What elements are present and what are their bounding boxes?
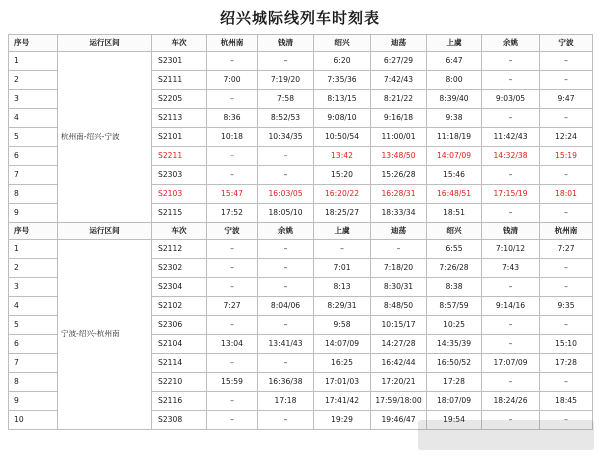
time-cell: 7:26/28 xyxy=(427,259,482,278)
time-cell: 17:41/42 xyxy=(314,392,371,411)
time-cell: 9:58 xyxy=(314,316,371,335)
time-cell: 17:52 xyxy=(207,204,258,223)
time-cell: 12:24 xyxy=(540,128,593,147)
time-cell: 6:47 xyxy=(427,52,482,71)
timetable xyxy=(8,34,593,430)
time-cell: – xyxy=(314,240,371,259)
time-cell: 15:59 xyxy=(207,373,258,392)
time-cell: 17:28 xyxy=(427,373,482,392)
row-seq: 6 xyxy=(9,335,58,354)
train-number: S2112 xyxy=(152,240,207,259)
time-cell: – xyxy=(207,147,258,166)
header-range: 运行区间 xyxy=(58,223,152,240)
time-cell: – xyxy=(207,259,258,278)
time-cell: 19:54 xyxy=(427,411,482,430)
table-header-row xyxy=(9,223,593,240)
time-cell: 15:46 xyxy=(427,166,482,185)
header-station: 上虞 xyxy=(427,35,482,52)
time-cell: – xyxy=(540,316,593,335)
row-seq: 10 xyxy=(9,411,58,430)
time-cell: – xyxy=(540,109,593,128)
time-cell: 7:10/12 xyxy=(482,240,540,259)
time-cell: – xyxy=(482,335,540,354)
time-cell: – xyxy=(482,109,540,128)
time-cell: 8:13 xyxy=(314,278,371,297)
header-station: 迪荡 xyxy=(371,223,427,240)
table-header-row xyxy=(9,35,593,52)
time-cell: 8:21/22 xyxy=(371,90,427,109)
time-cell: 15:20 xyxy=(314,166,371,185)
time-cell: 8:57/59 xyxy=(427,297,482,316)
time-cell: – xyxy=(540,204,593,223)
row-seq: 1 xyxy=(9,240,58,259)
time-cell: 9:35 xyxy=(540,297,593,316)
header-range: 运行区间 xyxy=(58,35,152,52)
time-cell: 10:25 xyxy=(427,316,482,335)
header-station: 宁波 xyxy=(540,35,593,52)
time-cell: – xyxy=(482,411,540,430)
time-cell: – xyxy=(482,166,540,185)
train-number: S2114 xyxy=(152,354,207,373)
time-cell: 14:35/39 xyxy=(427,335,482,354)
time-cell: 16:03/05 xyxy=(258,185,314,204)
time-cell: – xyxy=(540,373,593,392)
table-row xyxy=(9,240,593,259)
time-cell: 18:25/27 xyxy=(314,204,371,223)
row-seq: 1 xyxy=(9,52,58,71)
time-cell: 13:41/43 xyxy=(258,335,314,354)
time-cell: 9:14/16 xyxy=(482,297,540,316)
train-number: S2205 xyxy=(152,90,207,109)
time-cell: 16:25 xyxy=(314,354,371,373)
time-cell: 8:39/40 xyxy=(427,90,482,109)
time-cell: 8:36 xyxy=(207,109,258,128)
time-cell: – xyxy=(207,411,258,430)
time-cell: – xyxy=(540,166,593,185)
time-cell: – xyxy=(207,392,258,411)
time-cell: – xyxy=(540,52,593,71)
time-cell: 18:01 xyxy=(540,185,593,204)
time-cell: – xyxy=(207,90,258,109)
table-row xyxy=(9,52,593,71)
watermark-overlay xyxy=(418,420,594,450)
time-cell: – xyxy=(258,52,314,71)
train-number: S2101 xyxy=(152,128,207,147)
time-cell: 8:00 xyxy=(427,71,482,90)
time-cell: – xyxy=(258,354,314,373)
time-cell: – xyxy=(258,278,314,297)
time-cell: 10:18 xyxy=(207,128,258,147)
time-cell: 10:15/17 xyxy=(371,316,427,335)
time-cell: – xyxy=(540,411,593,430)
train-number: S2301 xyxy=(152,52,207,71)
row-seq: 2 xyxy=(9,259,58,278)
range-cell: 杭州南-绍兴-宁波 xyxy=(58,52,152,223)
header-station: 绍兴 xyxy=(314,35,371,52)
row-seq: 9 xyxy=(9,392,58,411)
time-cell: – xyxy=(258,240,314,259)
header-seq: 序号 xyxy=(9,223,58,240)
time-cell: 9:47 xyxy=(540,90,593,109)
header-station: 绍兴 xyxy=(427,223,482,240)
row-seq: 6 xyxy=(9,147,58,166)
time-cell: – xyxy=(482,204,540,223)
train-number: S2104 xyxy=(152,335,207,354)
time-cell: 17:28 xyxy=(540,354,593,373)
time-cell: 7:42/43 xyxy=(371,71,427,90)
time-cell: 7:58 xyxy=(258,90,314,109)
time-cell: 8:38 xyxy=(427,278,482,297)
header-train: 车次 xyxy=(152,35,207,52)
time-cell: 9:38 xyxy=(427,109,482,128)
header-train: 车次 xyxy=(152,223,207,240)
time-cell: 7:27 xyxy=(207,297,258,316)
train-number: S2303 xyxy=(152,166,207,185)
time-cell: 8:52/53 xyxy=(258,109,314,128)
time-cell: 11:42/43 xyxy=(482,128,540,147)
time-cell: 9:08/10 xyxy=(314,109,371,128)
time-cell: 15:47 xyxy=(207,185,258,204)
row-seq: 7 xyxy=(9,166,58,185)
time-cell: – xyxy=(371,240,427,259)
time-cell: 16:28/31 xyxy=(371,185,427,204)
time-cell: 6:55 xyxy=(427,240,482,259)
time-cell: – xyxy=(482,316,540,335)
row-seq: 8 xyxy=(9,373,58,392)
time-cell: 8:30/31 xyxy=(371,278,427,297)
train-number: S2113 xyxy=(152,109,207,128)
time-cell: 8:48/50 xyxy=(371,297,427,316)
page-title: 绍兴城际线列车时刻表 xyxy=(219,9,380,27)
range-cell: 宁波-绍兴-杭州南 xyxy=(58,240,152,430)
row-seq: 4 xyxy=(9,109,58,128)
time-cell: 7:27 xyxy=(540,240,593,259)
time-cell: 8:29/31 xyxy=(314,297,371,316)
time-cell: – xyxy=(258,411,314,430)
time-cell: – xyxy=(258,147,314,166)
time-cell: 7:01 xyxy=(314,259,371,278)
time-cell: 11:18/19 xyxy=(427,128,482,147)
time-cell: 6:27/29 xyxy=(371,52,427,71)
header-station: 钱清 xyxy=(258,35,314,52)
time-cell: 10:50/54 xyxy=(314,128,371,147)
header-station: 余姚 xyxy=(482,35,540,52)
header-station: 杭州南 xyxy=(207,35,258,52)
time-cell: 16:48/51 xyxy=(427,185,482,204)
time-cell: 7:35/36 xyxy=(314,71,371,90)
time-cell: – xyxy=(482,278,540,297)
time-cell: – xyxy=(540,278,593,297)
time-cell: 14:27/28 xyxy=(371,335,427,354)
time-cell: 18:05/10 xyxy=(258,204,314,223)
time-cell: 15:10 xyxy=(540,335,593,354)
time-cell: – xyxy=(482,71,540,90)
row-seq: 5 xyxy=(9,316,58,335)
time-cell: 11:00/01 xyxy=(371,128,427,147)
row-seq: 9 xyxy=(9,204,58,223)
time-cell: 17:18 xyxy=(258,392,314,411)
row-seq: 4 xyxy=(9,297,58,316)
header-station: 上虞 xyxy=(314,223,371,240)
time-cell: 7:19/20 xyxy=(258,71,314,90)
row-seq: 7 xyxy=(9,354,58,373)
header-station: 迪荡 xyxy=(371,35,427,52)
time-cell: 17:59/18:00 xyxy=(371,392,427,411)
header-seq: 序号 xyxy=(9,35,58,52)
time-cell: 17:20/21 xyxy=(371,373,427,392)
time-cell: 7:00 xyxy=(207,71,258,90)
time-cell: 16:42/44 xyxy=(371,354,427,373)
time-cell: 7:43 xyxy=(482,259,540,278)
time-cell: 17:01/03 xyxy=(314,373,371,392)
time-cell: – xyxy=(207,316,258,335)
time-cell: – xyxy=(258,259,314,278)
time-cell: 15:19 xyxy=(540,147,593,166)
time-cell: 18:07/09 xyxy=(427,392,482,411)
train-number: S2306 xyxy=(152,316,207,335)
time-cell: 17:15/19 xyxy=(482,185,540,204)
time-cell: – xyxy=(207,52,258,71)
time-cell: 19:29 xyxy=(314,411,371,430)
row-seq: 2 xyxy=(9,71,58,90)
time-cell: 13:48/50 xyxy=(371,147,427,166)
row-seq: 5 xyxy=(9,128,58,147)
time-cell: – xyxy=(207,166,258,185)
time-cell: 14:07/09 xyxy=(314,335,371,354)
time-cell: 15:26/28 xyxy=(371,166,427,185)
time-cell: 7:18/20 xyxy=(371,259,427,278)
time-cell: 10:34/35 xyxy=(258,128,314,147)
time-cell: 17:07/09 xyxy=(482,354,540,373)
time-cell: – xyxy=(540,259,593,278)
time-cell: 16:20/22 xyxy=(314,185,371,204)
train-number: S2210 xyxy=(152,373,207,392)
time-cell: 8:04/06 xyxy=(258,297,314,316)
time-cell: – xyxy=(207,278,258,297)
header-station: 杭州南 xyxy=(540,223,593,240)
time-cell: 13:04 xyxy=(207,335,258,354)
time-cell: – xyxy=(482,52,540,71)
time-cell: – xyxy=(258,316,314,335)
train-number: S2102 xyxy=(152,297,207,316)
header-station: 余姚 xyxy=(258,223,314,240)
train-number: S2302 xyxy=(152,259,207,278)
train-number: S2304 xyxy=(152,278,207,297)
row-seq: 3 xyxy=(9,90,58,109)
time-cell: 18:51 xyxy=(427,204,482,223)
train-number: S2308 xyxy=(152,411,207,430)
time-cell: 16:50/52 xyxy=(427,354,482,373)
time-cell: – xyxy=(482,373,540,392)
time-cell: 8:13/15 xyxy=(314,90,371,109)
train-number: S2111 xyxy=(152,71,207,90)
time-cell: 14:32/38 xyxy=(482,147,540,166)
time-cell: – xyxy=(207,354,258,373)
train-number: S2115 xyxy=(152,204,207,223)
train-number: S2103 xyxy=(152,185,207,204)
time-cell: – xyxy=(207,240,258,259)
time-cell: – xyxy=(258,166,314,185)
time-cell: 9:03/05 xyxy=(482,90,540,109)
row-seq: 8 xyxy=(9,185,58,204)
time-cell: 16:36/38 xyxy=(258,373,314,392)
time-cell: 18:33/34 xyxy=(371,204,427,223)
time-cell: 6:20 xyxy=(314,52,371,71)
time-cell: 18:45 xyxy=(540,392,593,411)
header-station: 宁波 xyxy=(207,223,258,240)
time-cell: – xyxy=(540,71,593,90)
time-cell: 19:46/47 xyxy=(371,411,427,430)
time-cell: 14:07/09 xyxy=(427,147,482,166)
time-cell: 13:42 xyxy=(314,147,371,166)
train-number: S2116 xyxy=(152,392,207,411)
time-cell: 9:16/18 xyxy=(371,109,427,128)
header-station: 钱清 xyxy=(482,223,540,240)
row-seq: 3 xyxy=(9,278,58,297)
time-cell: 18:24/26 xyxy=(482,392,540,411)
train-number: S2211 xyxy=(152,147,207,166)
